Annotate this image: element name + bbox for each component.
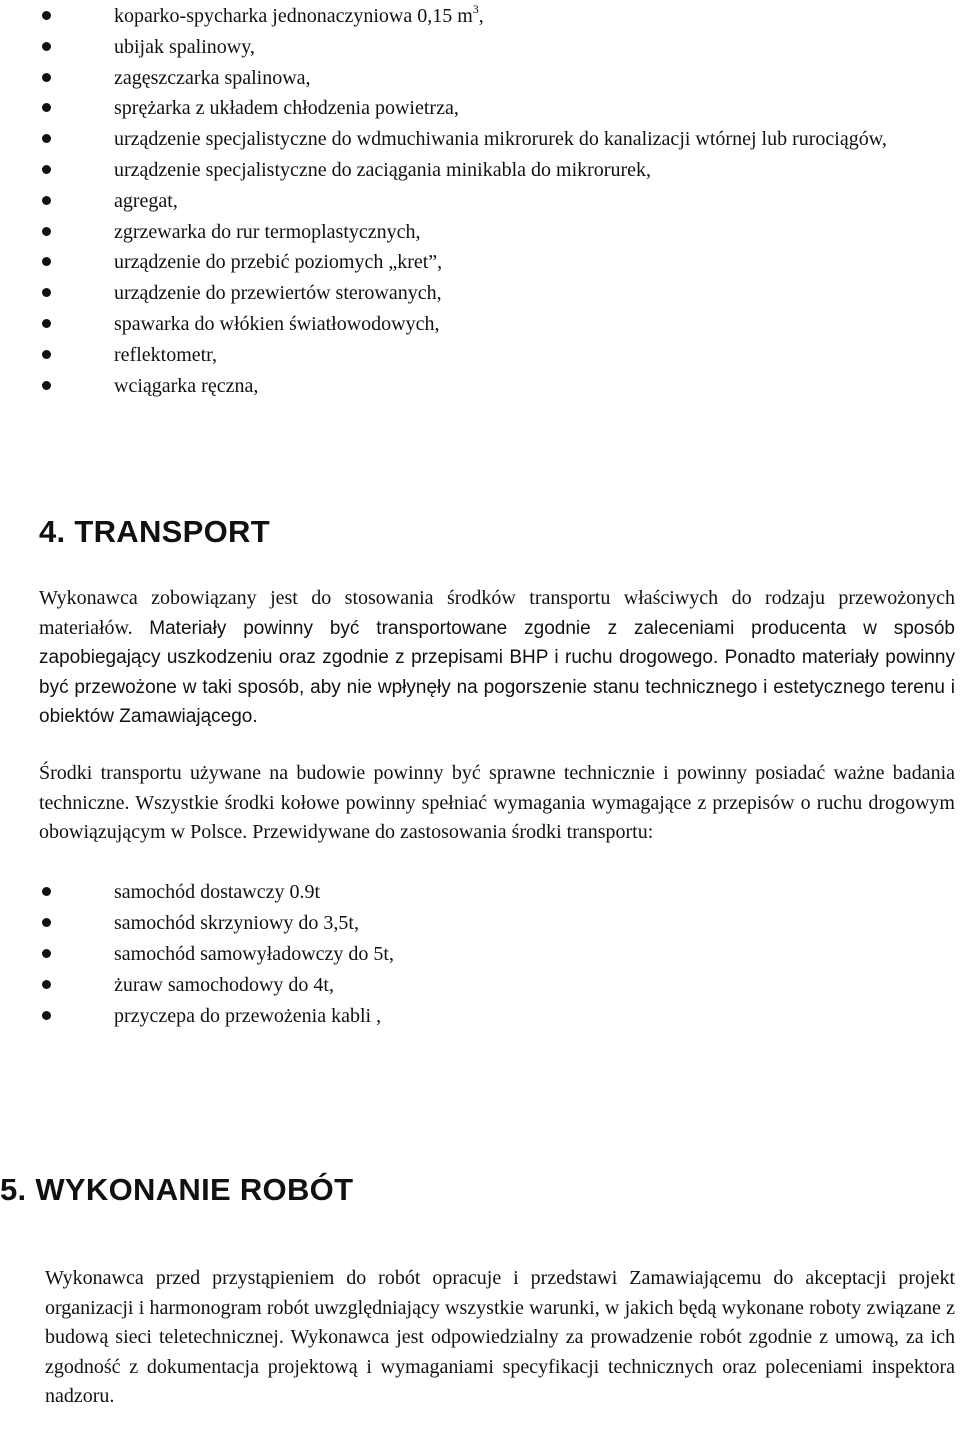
paragraph-text-sans: Materiały powinny być transportowane zgodnie z zaleceniami producenta w sposób zapobiegający uszkodzeniu oraz zgodnie z przepisami BHP i ruchu drogowego. Ponadto materiały powinny być przewożone w taki sposób, aby nie wpłynęły na pogorszenie stanu technicznego i estetycznego terenu i obiektów Zamawiającego. bbox=[39, 617, 955, 728]
list-item-text: urządzenie do przewiertów sterowanych, bbox=[114, 282, 442, 305]
vehicle-list bbox=[39, 877, 639, 1032]
transport-paragraph-1 bbox=[39, 584, 955, 732]
list-item bbox=[39, 247, 959, 278]
list-item bbox=[39, 1, 959, 32]
list-item-text: agregat, bbox=[114, 189, 178, 212]
list-item bbox=[39, 877, 639, 908]
bullet-icon bbox=[42, 134, 51, 143]
list-item-text: urządzenie specjalistyczne do zaciągania minikabla do mikrorurek, bbox=[114, 158, 651, 181]
bullet-icon bbox=[42, 949, 51, 958]
list-item bbox=[39, 908, 639, 939]
bullet-icon bbox=[42, 350, 51, 359]
list-item bbox=[39, 155, 959, 186]
list-item bbox=[39, 1001, 639, 1032]
list-item-text: spawarka do włókien światłowodowych, bbox=[114, 312, 440, 335]
list-item-text: sprężarka z układem chłodzenia powietrza, bbox=[114, 97, 459, 120]
list-item bbox=[39, 970, 639, 1001]
list-item-text: wciągarka ręczna, bbox=[114, 374, 259, 397]
equipment-list bbox=[39, 1, 959, 401]
list-item-text: urządzenie specjalistyczne do wdmuchiwania mikrorurek do kanalizacji wtórnej lub rurociągów, bbox=[114, 128, 887, 151]
list-item-text: zagęszczarka spalinowa, bbox=[114, 66, 311, 89]
list-item bbox=[39, 278, 959, 309]
list-item bbox=[39, 63, 959, 94]
section-heading-wykonanie: 5. WYKONANIE ROBÓT bbox=[0, 1172, 354, 1207]
bullet-icon bbox=[42, 103, 51, 112]
section-heading-transport: 4. TRANSPORT bbox=[39, 514, 270, 549]
bullet-icon bbox=[42, 257, 51, 266]
list-item bbox=[39, 340, 959, 371]
list-item-text: zgrzewarka do rur termoplastycznych, bbox=[114, 220, 421, 243]
list-item bbox=[39, 309, 959, 340]
list-item-suffix: , bbox=[478, 5, 484, 27]
bullet-icon bbox=[42, 381, 51, 390]
bullet-icon bbox=[42, 196, 51, 205]
bullet-icon bbox=[42, 319, 51, 328]
wykonanie-paragraph: Wykonawca przed przystąpieniem do robót opracuje i przedstawi Zamawiającemu do akceptacji projekt organizacji i harmonogram robót uwzględniający wszystkie warunki, w jakich będą wykonane roboty związane z budową sieci teletechnicznej. Wykonawca jest odpowiedzialny za prowadzenie robót zgodnie z umową, za ich zgodność z dokumentacja projektową i wymaganiami specyfikacji technicznych oraz poleceniami inspektora nadzoru. bbox=[45, 1267, 955, 1408]
list-item-text: samochód dostawczy 0.9t bbox=[114, 881, 321, 903]
bullet-icon bbox=[42, 42, 51, 51]
bullet-icon bbox=[42, 73, 51, 82]
list-item-text: żuraw samochodowy do 4t, bbox=[114, 974, 334, 996]
paragraph-text: Wykonawca zobowiązany jest do stosowania środków transportu właściwych do rodzaju przewożonych materiałów. bbox=[39, 587, 955, 639]
list-item-text: urządzenie do przebić poziomych „kret”, bbox=[114, 251, 443, 274]
list-item bbox=[39, 124, 959, 155]
bullet-icon bbox=[42, 918, 51, 927]
list-item-text: samochód samowyładowczy do 5t, bbox=[114, 943, 394, 965]
list-item bbox=[39, 32, 959, 63]
bullet-icon bbox=[42, 1011, 51, 1020]
list-item bbox=[39, 186, 959, 217]
list-item-text: reflektometr, bbox=[114, 343, 218, 366]
list-item bbox=[39, 371, 959, 402]
bullet-icon bbox=[42, 11, 51, 20]
list-item bbox=[39, 939, 639, 970]
transport-paragraph-2: Środki transportu używane na budowie powinny być sprawne technicznie i powinny posiadać ważne badania techniczne. Wszystkie środki kołowe powinny spełniać wymagania wymagające z przepisów o ruchu drogowym obowiązującym w Polsce. Przewidywane do zastosowania środki transportu: bbox=[39, 762, 955, 844]
list-item bbox=[39, 217, 959, 248]
superscript: 3 bbox=[472, 2, 479, 16]
bullet-icon bbox=[42, 887, 51, 896]
list-item-text: ubijak spalinowy, bbox=[114, 35, 255, 58]
list-item-text: samochód skrzyniowy do 3,5t, bbox=[114, 912, 359, 934]
list-item-text: przyczepa do przewożenia kabli , bbox=[114, 1005, 382, 1027]
bullet-icon bbox=[42, 165, 51, 174]
list-item-text: koparko-spycharka jednonaczyniowa 0,15 m bbox=[114, 5, 473, 27]
list-item bbox=[39, 93, 959, 124]
bullet-icon bbox=[42, 227, 51, 236]
bullet-icon bbox=[42, 980, 51, 989]
bullet-icon bbox=[42, 288, 51, 297]
